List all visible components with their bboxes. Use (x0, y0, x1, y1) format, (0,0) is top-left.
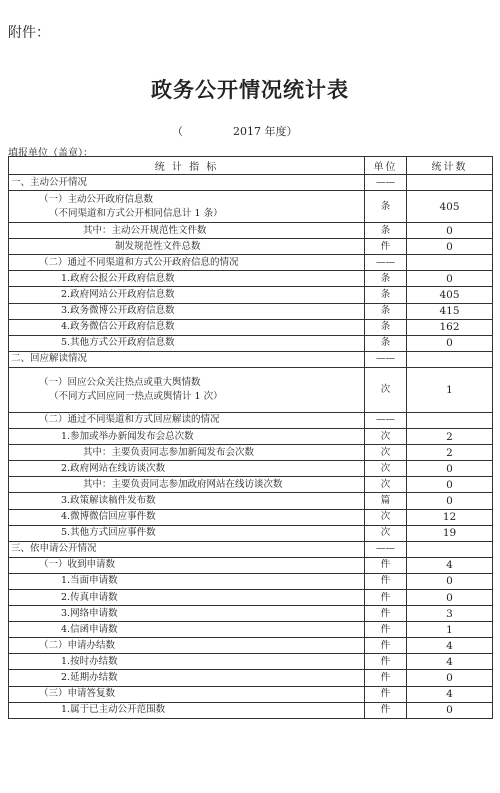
row-unit: 件 (365, 239, 407, 255)
row-unit: 条 (365, 335, 407, 351)
row-label: 2.延期办结数 (9, 670, 365, 686)
row-unit: —— (365, 351, 407, 367)
table-row (9, 638, 493, 654)
row-label: （三）申请答复数 (9, 686, 365, 702)
row-unit: 件 (365, 638, 407, 654)
table-row (9, 702, 493, 718)
table-row (9, 175, 493, 191)
header-unit: 单位 (365, 157, 407, 175)
table-row (9, 445, 493, 461)
row-unit: 件 (365, 702, 407, 718)
table-row (9, 541, 493, 557)
row-label: 制发规范性文件总数 (9, 239, 365, 255)
row-unit: 次 (365, 429, 407, 445)
table-row (9, 351, 493, 367)
table-row (9, 670, 493, 686)
table-row (9, 557, 493, 573)
row-label: 二、回应解读情况 (9, 351, 365, 367)
row-unit: 件 (365, 622, 407, 638)
table-row (9, 335, 493, 351)
row-value: 0 (407, 670, 493, 686)
row-unit: 次 (365, 509, 407, 525)
table-row (9, 589, 493, 605)
row-label: 3.网络申请数 (9, 606, 365, 622)
row-label: （二）通过不同渠道和方式公开政府信息的情况 (9, 255, 365, 271)
row-value: 12 (407, 509, 493, 525)
table-row (9, 367, 493, 412)
row-label-line1: （一）回应公众关注热点或重大舆情数 (39, 376, 201, 388)
table-row (9, 509, 493, 525)
row-unit: 条 (365, 319, 407, 335)
row-label: 2.政府网站公开政府信息数 (9, 287, 365, 303)
row-value: 19 (407, 525, 493, 541)
row-label: 一、主动公开情况 (9, 175, 365, 191)
row-value (407, 175, 493, 191)
table-row (9, 493, 493, 509)
row-unit: 次 (365, 525, 407, 541)
table-row (9, 654, 493, 670)
row-value: 405 (407, 191, 493, 223)
row-unit: 次 (365, 477, 407, 493)
row-value: 0 (407, 271, 493, 287)
row-unit: 件 (365, 654, 407, 670)
row-unit: 件 (365, 606, 407, 622)
attachment-label: 附件： (8, 25, 50, 41)
page-title: 政务公开情况统计表 (151, 78, 349, 102)
row-label: 其中：主要负责同志参加新闻发布会次数 (9, 445, 365, 461)
row-label (9, 191, 365, 223)
row-unit: —— (365, 175, 407, 191)
row-unit: 条 (365, 303, 407, 319)
table-header-row (9, 157, 493, 175)
row-value: 0 (407, 477, 493, 493)
table-row (9, 255, 493, 271)
row-unit: —— (365, 412, 407, 428)
row-value: 4 (407, 654, 493, 670)
row-unit: 条 (365, 287, 407, 303)
row-label (9, 367, 365, 412)
row-unit: 件 (365, 589, 407, 605)
row-label: 其中：主要负责同志参加政府网站在线访谈次数 (9, 477, 365, 493)
row-unit: —— (365, 541, 407, 557)
row-label: 4.政务微信公开政府信息数 (9, 319, 365, 335)
row-value: 0 (407, 493, 493, 509)
row-label-line2: （不同渠道和方式公开相同信息计 1 条） (49, 207, 223, 219)
row-value (407, 541, 493, 557)
table-row (9, 622, 493, 638)
row-value: 4 (407, 557, 493, 573)
row-value: 0 (407, 335, 493, 351)
year-value: 2017 年度） (233, 125, 298, 138)
table-row (9, 477, 493, 493)
table-row (9, 319, 493, 335)
statistics-table (8, 156, 493, 719)
row-value: 4 (407, 638, 493, 654)
row-label: 5.其他方式公开政府信息数 (9, 335, 365, 351)
header-indicator: 统 计 指 标 (9, 157, 365, 175)
filler-unit-label: 填报单位（盖章）： (8, 148, 93, 159)
row-unit: 件 (365, 573, 407, 589)
row-value: 1 (407, 622, 493, 638)
table-row (9, 412, 493, 428)
row-unit: 条 (365, 191, 407, 223)
row-label: （一）收到申请数 (9, 557, 365, 573)
year-line (172, 123, 298, 139)
row-value: 0 (407, 239, 493, 255)
table-row (9, 573, 493, 589)
row-unit: 件 (365, 670, 407, 686)
table-row (9, 606, 493, 622)
row-value: 3 (407, 606, 493, 622)
row-label: （二）通过不同渠道和方式回应解读的情况 (9, 412, 365, 428)
table-row (9, 191, 493, 223)
table-row (9, 525, 493, 541)
row-label: 2.传真申请数 (9, 589, 365, 605)
row-value: 2 (407, 445, 493, 461)
table-row (9, 461, 493, 477)
row-label: （二）申请办结数 (9, 638, 365, 654)
row-value (407, 351, 493, 367)
row-value: 0 (407, 461, 493, 477)
table-row (9, 239, 493, 255)
table-row (9, 271, 493, 287)
row-unit: 次 (365, 445, 407, 461)
row-value: 4 (407, 686, 493, 702)
row-unit: 条 (365, 271, 407, 287)
header-count: 统计数 (407, 157, 493, 175)
row-label: 1.政府公报公开政府信息数 (9, 271, 365, 287)
row-label: 三、依申请公开情况 (9, 541, 365, 557)
table-row (9, 303, 493, 319)
row-value: 0 (407, 589, 493, 605)
row-unit: 件 (365, 686, 407, 702)
row-label: 其中：主动公开规范性文件数 (9, 223, 365, 239)
row-unit: 件 (365, 557, 407, 573)
row-label: 4.信函申请数 (9, 622, 365, 638)
row-label: 1.参加或举办新闻发布会总次数 (9, 429, 365, 445)
row-unit: 篇 (365, 493, 407, 509)
row-value: 0 (407, 223, 493, 239)
row-label: 3.政务微博公开政府信息数 (9, 303, 365, 319)
row-value: 405 (407, 287, 493, 303)
row-label: 5.其他方式回应事件数 (9, 525, 365, 541)
row-value: 2 (407, 429, 493, 445)
row-value: 1 (407, 367, 493, 412)
row-value: 0 (407, 573, 493, 589)
row-unit: —— (365, 255, 407, 271)
row-label: 1.按时办结数 (9, 654, 365, 670)
table-row (9, 287, 493, 303)
row-unit: 次 (365, 367, 407, 412)
year-open: （ (172, 125, 183, 138)
row-value: 0 (407, 702, 493, 718)
row-value (407, 255, 493, 271)
row-value: 162 (407, 319, 493, 335)
row-label: 1.属于已主动公开范围数 (9, 702, 365, 718)
row-label: 1.当面申请数 (9, 573, 365, 589)
row-label-line2: （不同方式回应同一热点或舆情计 1 次） (49, 390, 223, 402)
row-value: 415 (407, 303, 493, 319)
row-label-line1: （一）主动公开政府信息数 (39, 193, 154, 205)
table-row (9, 429, 493, 445)
row-unit: 条 (365, 223, 407, 239)
table-row (9, 686, 493, 702)
row-label: 2.政府网站在线访谈次数 (9, 461, 365, 477)
row-label: 3.政策解读稿件发布数 (9, 493, 365, 509)
row-label: 4.微博微信回应事件数 (9, 509, 365, 525)
row-value (407, 412, 493, 428)
row-unit: 次 (365, 461, 407, 477)
table-row (9, 223, 493, 239)
